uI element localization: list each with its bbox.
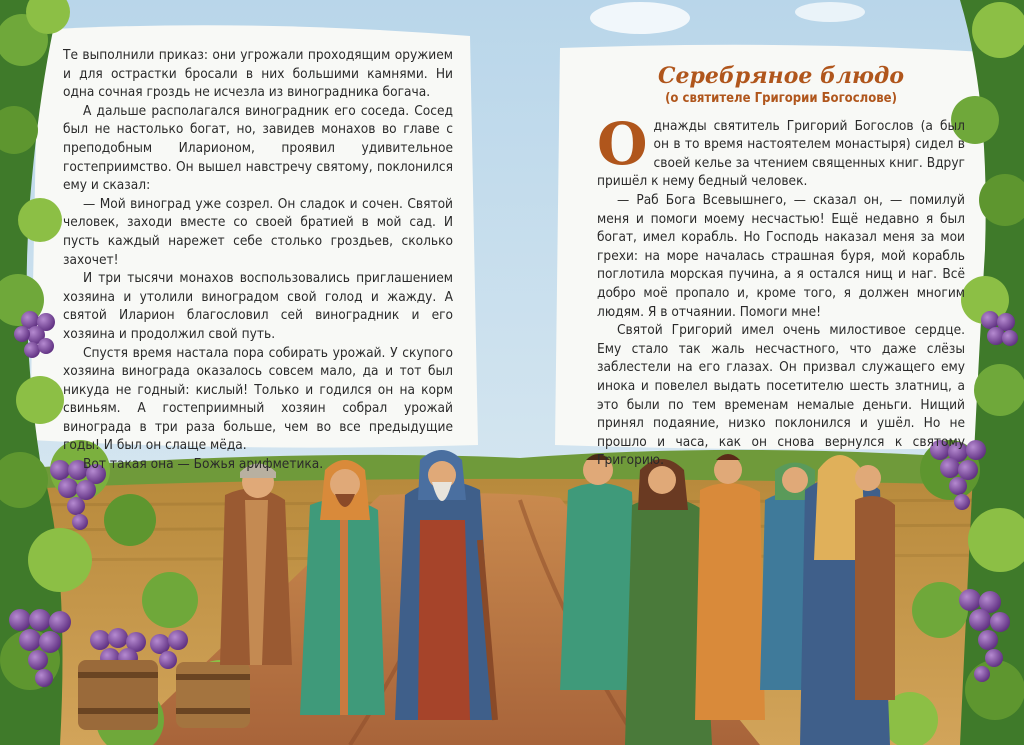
left-paragraph-4: И три тысячи монахов воспользовались приглашением хозяина и утолили виноградом свой голод и жажду. А святой Иларион благословил сей виноградник и его хозяина и продолжил свой путь. — [63, 270, 453, 342]
left-page-text — [63, 46, 453, 474]
right-paragraph-1 — [597, 109, 965, 191]
left-paragraph-2: А дальше располагался виноградник его соседа. Сосед был не настолько богат, но, завидев монахов во главе с преподобным Иларионом, проявил удивительное гостеприимство. Он вышел навстречу святому, поклонился ему и сказал: — [63, 102, 453, 194]
right-paragraph-2: — Раб Бога Всевышнего, — сказал он, — помилуй меня и помоги моему несчастью! Ещё недавно я был богат, имел корабль. Но Господь наказал меня за мои грехи: на море началась страшная буря, мой корабль поглотила морская пучина, а я остался нищ и наг. Всё добро моё пропало и, кроме того, я должен многим людям. Я в отчаянии. Помоги мне! — [597, 191, 965, 320]
left-paragraph-3: — Мой виноград уже созрел. Он сладок и сочен. Святой человек, заходи вместе со своей братией в мой сад. И пусть каждый нарежет себе столько гроздьев, сколько захочет! — [63, 195, 453, 268]
story-subtitle: (о святителе Григории Богослове) — [665, 91, 897, 106]
left-paragraph-5: Спустя время настала пора собирать урожай. У скупого хозяина винограда оказалось совсем мало, да и тот был никуда не годный: кислый! Только и годился он на корм свиньям. А гостеприимный хозяин собрал урожай винограда в три раза больше, чем во все предыдущие годы! И был он слаще мёда. — [63, 344, 453, 454]
left-paragraph-1: Те выполнили приказ: они угрожали проходящим оружием и для острастки бросали в них большими камнями. Ни одна сочная гроздь не исчезла из виноградника богача. — [63, 47, 453, 101]
left-paragraph-6: Вот такая она — Божья арифметика. — [83, 456, 324, 473]
right-paragraph-3: Святой Григорий имел очень милостивое сердце. Ему стало так жаль несчастного, что даже слёзы заблестели на его глазах. Он призвал служащего ему инока и повелел выдать посетителю шесть златниц, а это были по тем временам немалые деньги. Нищий принял подаяние, низко поклонился и ушёл. Но не прошло и часа, как он снова вернулся к святому Григорию. — [597, 322, 965, 469]
right-page-text — [597, 62, 965, 470]
drop-cap: О — [597, 109, 648, 178]
story-title: Серебряное блюдо — [657, 63, 905, 89]
right-paragraph-1-text: днажды святитель Григорий Богослов (а был он в то время настоятелем монастыря) сидел в своей келье за чтением священных книг. Вдруг пришёл к нему бедный человек. — [597, 117, 965, 190]
